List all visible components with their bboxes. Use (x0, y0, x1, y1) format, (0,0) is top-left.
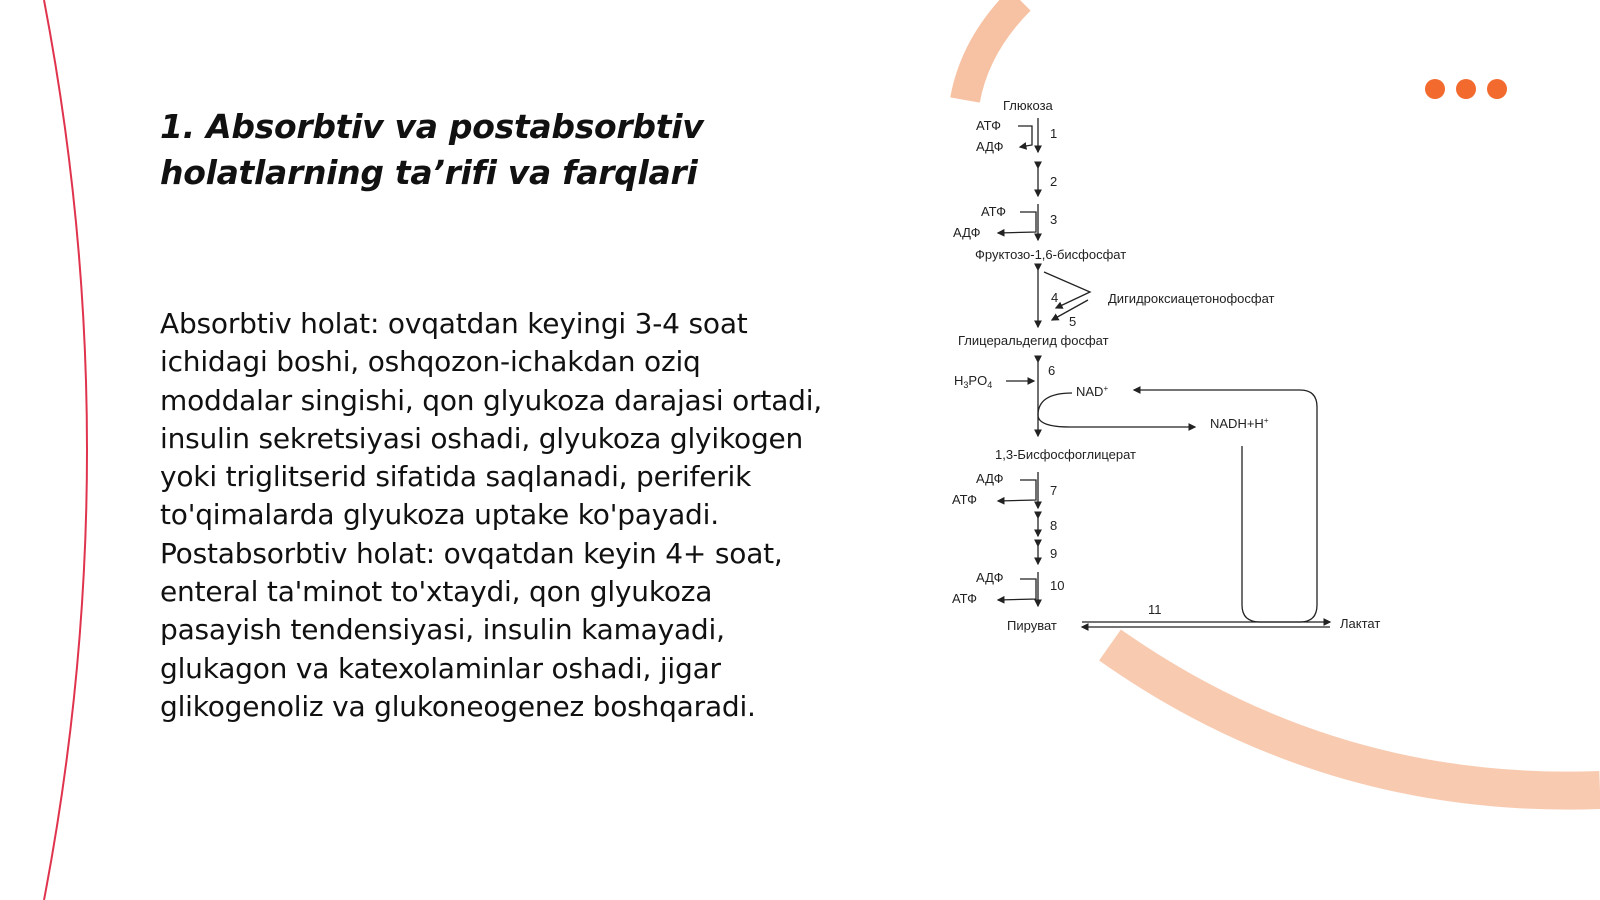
dot-2 (1456, 79, 1476, 99)
step-11-label: 11 (1148, 602, 1162, 617)
step-3-label: 3 (1050, 212, 1058, 227)
label-adp-7: АДФ (976, 471, 1004, 486)
step-6-label: 6 (1048, 363, 1056, 378)
label-nadh: NADH+H+ (1210, 416, 1269, 431)
slide-body-text: Absorbtiv holat: ovqatdan keyingi 3-4 soat ichidagi boshi, oshqozon-ichakdan oziq moddalar singishi, qon glyukoza darajasi ortadi, insulin sekretsiyasi oshadi, glyukoza glyikogen yoki triglitserid sifatida saqlanadi, periferik to'qimalarda glyukoza uptake ko'payadi. Postabsorbtiv holat: ovqatdan keyin 4+ soat, enteral ta'minot to'xtaydi, qon glyukoza pasayish tendensiyasi, insulin kamayadi, glukagon va katexolaminlar oshadi, jigar glikogenoliz va glukoneogenez boshqaradi. (160, 307, 823, 723)
label-glyceraldehyde-phosphate: Глицеральдегид фосфат (958, 333, 1109, 348)
step-2-label: 2 (1050, 174, 1058, 189)
left-accent-curve (44, 0, 87, 900)
label-pyruvate: Пируват (1007, 618, 1057, 633)
label-atp-3: АТФ (981, 204, 1007, 219)
slide-title-line2: holatlarning ta’rifi va farqlari (160, 153, 698, 192)
label-atp-10: АТФ (952, 591, 978, 606)
step-10-side-arrow (998, 579, 1036, 600)
step-8-label: 8 (1050, 518, 1058, 533)
label-adp-10: АДФ (976, 570, 1004, 585)
slide-title (160, 104, 800, 196)
label-atp-7: АТФ (952, 492, 978, 507)
label-glucose: Глюкоза (1003, 98, 1053, 113)
label-dhap: Дигидроксиацетонофосфат (1108, 291, 1275, 306)
label-lactate: Лактат (1340, 616, 1381, 631)
slide-title-line1: 1. Absorbtiv va postabsorbtiv (160, 107, 704, 146)
step-4-label: 4 (1051, 290, 1059, 305)
label-atp-1: АТФ (976, 118, 1002, 133)
dot-3 (1487, 79, 1507, 99)
dot-1 (1425, 79, 1445, 99)
step-1-label: 1 (1050, 126, 1058, 141)
glycolysis-diagram (920, 90, 1420, 660)
label-nad: NAD+ (1076, 384, 1109, 399)
top-orange-arc (965, 0, 1020, 100)
label-adp-3: АДФ (953, 225, 981, 240)
step-10-label: 10 (1050, 578, 1065, 593)
more-dots-icon (1425, 79, 1507, 99)
label-fructose-bisphosphate: Фруктозо-1,6-бисфосфат (975, 247, 1127, 262)
nad-curve (1038, 393, 1195, 427)
label-adp-1: АДФ (976, 139, 1004, 154)
label-bisphosphoglycerate: 1,3-Бисфосфоглицерат (995, 447, 1137, 462)
step-1-arrow (1018, 126, 1032, 147)
label-h3po4: $H_3PO_4$ (954, 373, 993, 390)
bottom-orange-arc (1110, 645, 1600, 791)
step-7-side-arrow (998, 480, 1036, 501)
step-7-label: 7 (1050, 483, 1058, 498)
step-5-label: 5 (1069, 314, 1077, 329)
step-9-label: 9 (1050, 546, 1058, 561)
